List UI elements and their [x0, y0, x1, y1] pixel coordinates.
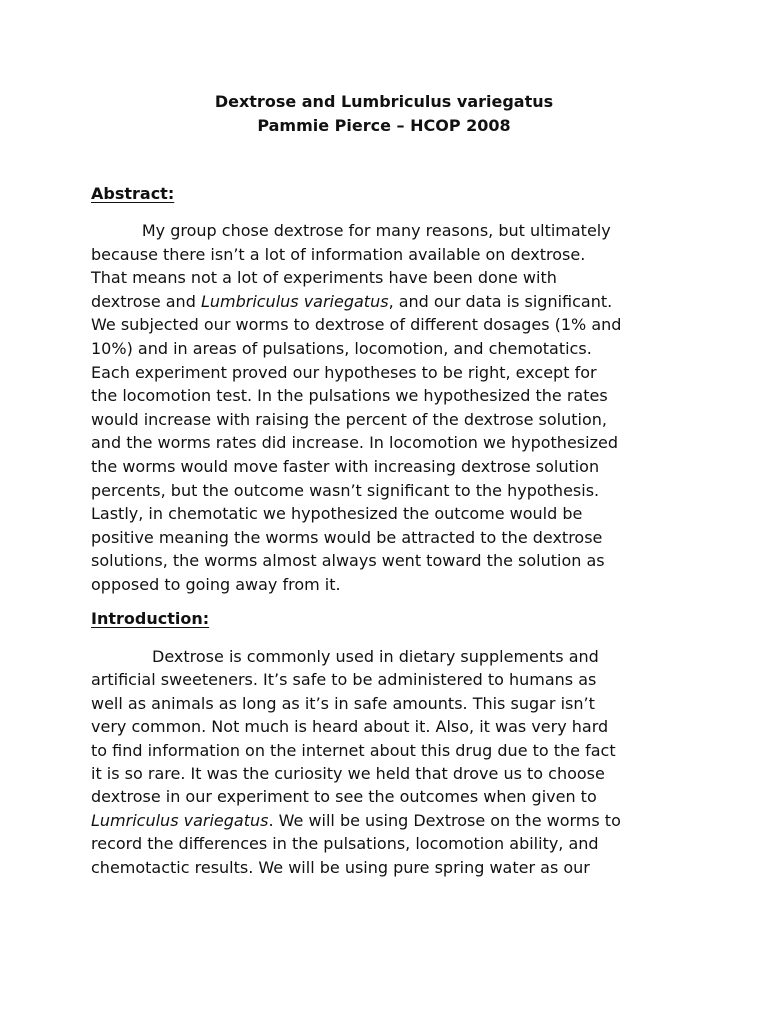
text-line: to find information on the internet about this drug due to the fact	[91, 740, 616, 760]
text-line: would increase with raising the percent of the dextrose solution,	[91, 409, 607, 429]
text-line: it is so rare. It was the curiosity we held that drove us to choose	[91, 764, 605, 784]
text-line: the worms would move faster with increasing dextrose solution	[91, 456, 600, 476]
text-line: chemotactic results. We will be using pure spring water as our	[91, 857, 590, 877]
abstract-heading: Abstract:	[91, 184, 175, 203]
document-title: Dextrose and Lumbriculus variegatus	[214, 92, 554, 111]
text-line: dextrose and Lumbriculus variegatus, and our data is significant.	[91, 291, 613, 311]
text-line: Each experiment proved our hypotheses to be right, except for	[91, 362, 597, 382]
text-line: well as animals as long as it’s in safe amounts. This sugar isn’t	[91, 693, 595, 713]
text-line: very common. Not much is heard about it. Also, it was very hard	[91, 717, 609, 737]
introduction-paragraph	[91, 645, 691, 879]
text-line: We subjected our worms to dextrose of different dosages (1% and	[91, 315, 622, 335]
text-line: Dextrose is commonly used in dietary supplements and	[91, 647, 599, 666]
text-line: 10%) and in areas of pulsations, locomotion, and chemotatics.	[91, 338, 592, 358]
document-subtitle: Pammie Pierce – HCOP 2008	[257, 116, 511, 135]
text-line: My group chose dextrose for many reasons, but ultimately	[91, 221, 611, 240]
document-title-block	[0, 90, 768, 138]
text-line: solutions, the worms almost always went toward the solution as	[91, 551, 605, 571]
text-line: opposed to going away from it.	[91, 574, 341, 594]
introduction-heading: Introduction:	[91, 609, 210, 628]
text-line: dextrose in our experiment to see the outcomes when given to	[91, 787, 597, 807]
text-line: Lumriculus variegatus. We will be using Dextrose on the worms to	[91, 810, 621, 830]
text-line: positive meaning the worms would be attracted to the dextrose	[91, 527, 603, 547]
text-line: because there isn’t a lot of information available on dextrose.	[91, 244, 586, 264]
text-line: and the worms rates did increase. In locomotion we hypothesized	[91, 433, 618, 453]
abstract-paragraph	[91, 219, 691, 597]
text-line: record the differences in the pulsations, locomotion ability, and	[91, 834, 599, 854]
text-line: artificial sweeteners. It’s safe to be administered to humans as	[91, 670, 597, 690]
text-line: Lastly, in chemotatic we hypothesized the outcome would be	[91, 504, 583, 524]
text-line: That means not a lot of experiments have been done with	[91, 268, 557, 288]
text-line: percents, but the outcome wasn’t significant to the hypothesis.	[91, 480, 600, 500]
text-line: the locomotion test. In the pulsations we hypothesized the rates	[91, 386, 608, 406]
